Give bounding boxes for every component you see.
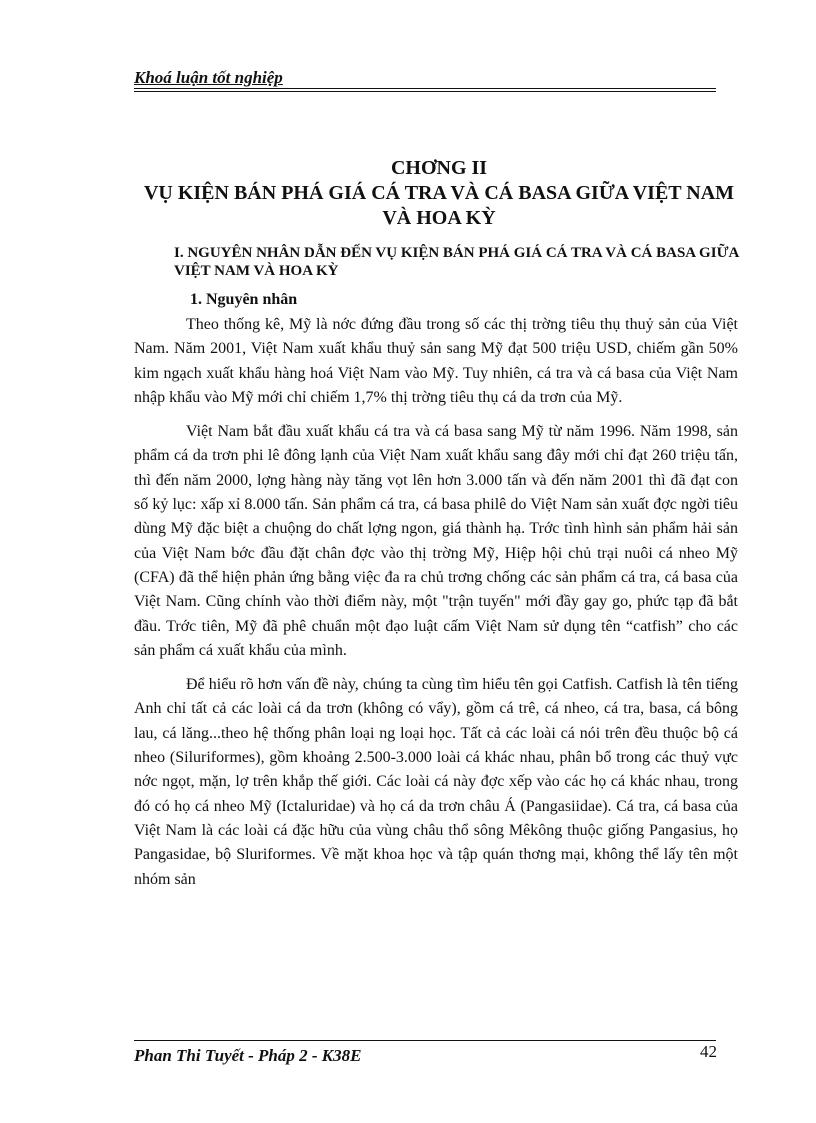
running-header xyxy=(134,68,716,90)
header-rule-double xyxy=(134,91,716,92)
header-rule xyxy=(134,88,716,89)
chapter-heading xyxy=(134,156,744,231)
chapter-number: CHƠNG II xyxy=(390,157,488,179)
page-number: 42 xyxy=(700,1042,717,1061)
paragraph: Theo thống kê, Mỹ là nớc đứng đầu trong số các thị trờng tiêu thụ thuỷ sản của Việt Nam. Năm 2001, Việt Nam xuất khẩu thuỷ sản sang Mỹ đạt 500 triệu USD, chiếm gần 50% kim ngạch xuất khẩu hàng hoá Việt Nam vào Mỹ. Tuy nhiên, cá tra và cá basa của Việt Nam nhập khẩu vào Mỹ mới chỉ chiếm 1,7% thị trờng tiêu thụ cá da trơn của Mỹ. xyxy=(134,316,738,406)
running-header-title: Khoá luận tốt nghiệp xyxy=(134,68,283,87)
footer-author: Phan Thi Tuyết - Pháp 2 - K38E xyxy=(134,1046,362,1065)
paragraph: Việt Nam bắt đầu xuất khẩu cá tra và cá basa sang Mỹ từ năm 1996. Năm 1998, sản phẩm cá da trơn phi lê đông lạnh của Việt Nam xuất khẩu sang đây mới chỉ đạt 260 triệu tấn, thì đến năm 2000, lợng hàng này tăng vọt lên hơn 3.000 tấn và đến năm 2001 thì đã đạt con số kỷ lục: xấp xỉ 8.000 tấn. Sản phẩm cá tra, cá basa philê do Việt Nam sản xuất đợc ngời tiêu dùng Mỹ đặc biệt a chuộng do chất lợng ngon, giá thành hạ. Trớc tình hình sản phẩm hải sản của Việt Nam bớc đầu đặt chân đợc vào thị trờng Mỹ, Hiệp hội chủ trại nuôi cá nheo Mỹ (CFA) đã thể hiện phản ứng bằng việc đa ra chủ trơng chống các sản phẩm cá tra, cá basa của Việt Nam. Cũng chính vào thời điểm này, một "trận tuyến" mới đầy gay go, phức tạp đã bắt đầu. Trớc tiên, Mỹ đã phê chuẩn một đạo luật cấm Việt Nam sử dụng tên “catfish” cho các sản phẩm cá xuất khẩu của mình. xyxy=(134,423,738,659)
footer-rule xyxy=(134,1040,716,1041)
paragraph: Để hiểu rõ hơn vấn đề này, chúng ta cùng tìm hiểu tên gọi Catfish. Catfish là tên tiếng Anh chỉ tất cả các loài cá da trơn (không có vẩy), gồm cá trê, cá nheo, cá tra, basa, cá bông lau, cá lăng...theo hệ thống phân loại ng loại học. Tất cả các loài cá nói trên đều thuộc bộ cá nheo (Siluriformes), gồm khoảng 2.500-3.000 loài cá khác nhau, phân bổ trong các thuỷ vực nớc ngọt, mặn, lợ trên khắp thế giới. Các loài cá này đợc xếp vào các họ cá khác nhau, trong đó có họ cá nheo Mỹ (Ictaluridae) và họ cá da trơn châu Á (Pangasiidae). Cá tra, cá basa của Việt Nam là các loài cá đặc hữu của vùng châu thổ sông Mêkông thuộc giống Pangasius, họ Pangasidae, bộ Sluriformes. Về mặt khoa học và tập quán thơng mại, không thể lấy tên một nhóm sản xyxy=(134,676,738,888)
section-heading: I. NGUYÊN NHÂN DẪN ĐẾN VỤ KIỆN BÁN PHÁ GIÁ CÁ TRA VÀ CÁ BASA GIỮA VIỆT NAM VÀ HOA KỲ xyxy=(174,245,739,279)
chapter-title: VỤ KIỆN BÁN PHÁ GIÁ CÁ TRA VÀ CÁ BASA GIỮA VIỆT NAM VÀ HOA KỲ xyxy=(143,182,735,229)
body-text xyxy=(134,313,738,902)
subsection-heading: 1. Nguyên nhân xyxy=(190,291,298,308)
